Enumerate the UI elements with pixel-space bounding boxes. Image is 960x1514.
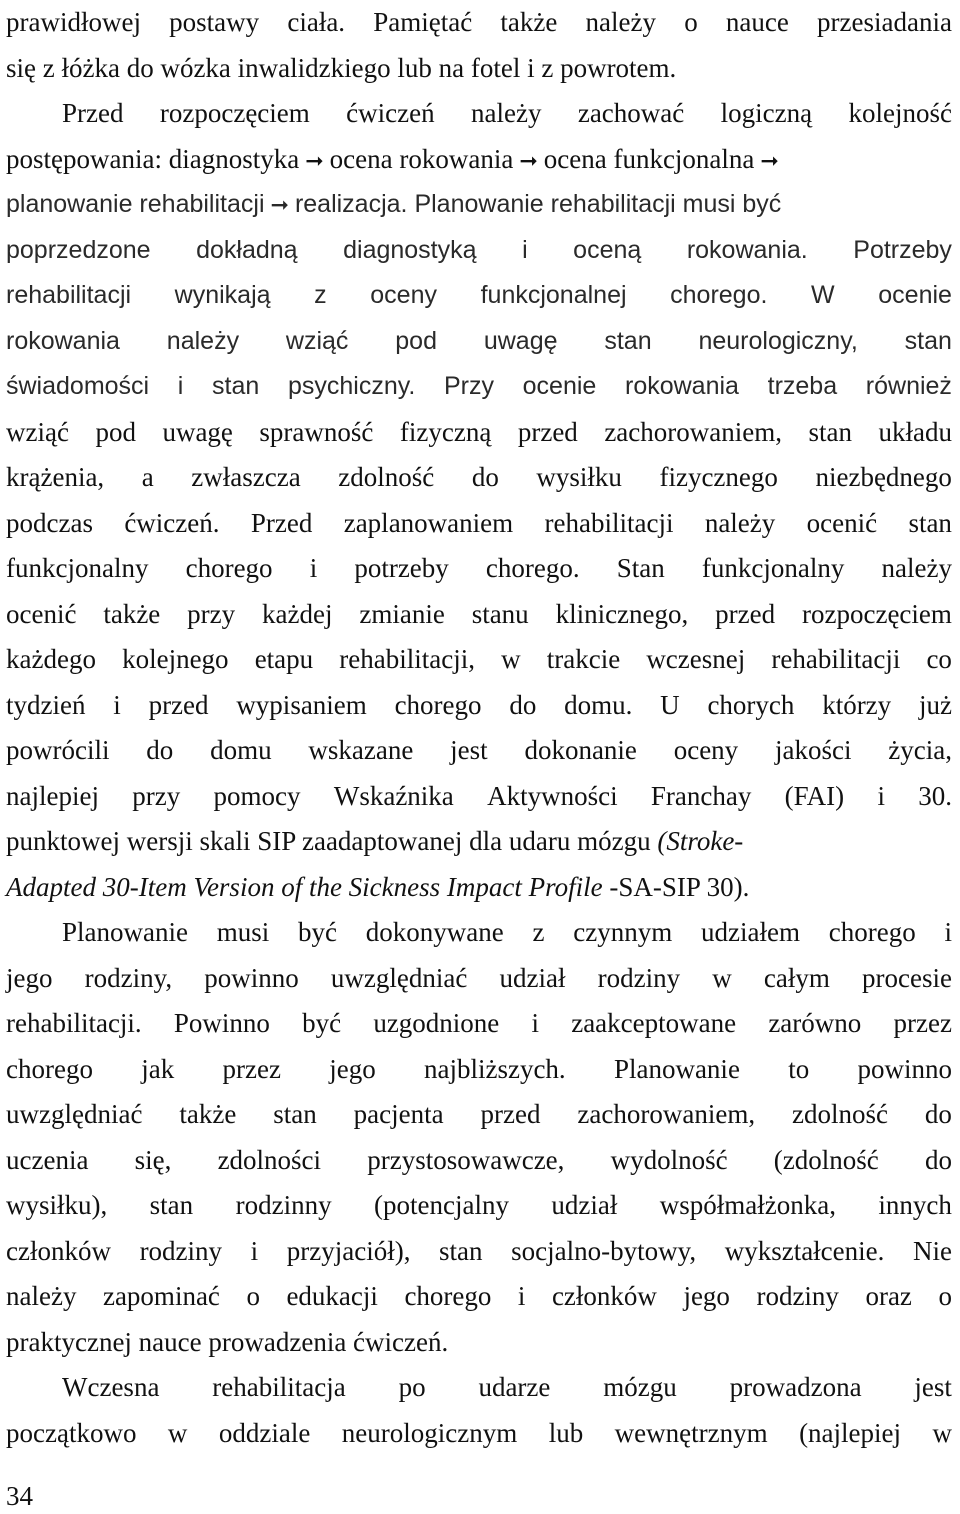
word: wziąć: [285, 326, 349, 355]
text-line: [6, 865, 952, 911]
word: jest: [914, 1372, 952, 1402]
word: Wczesna: [62, 1372, 160, 1402]
word: uwzględniać: [330, 962, 468, 993]
word: się,: [134, 1144, 172, 1175]
word: Aktywności: [487, 780, 618, 811]
word: sprawność: [259, 416, 374, 447]
word: pod: [395, 326, 437, 355]
word: ocenić: [6, 598, 77, 629]
word: w: [932, 1417, 952, 1448]
word: stan: [149, 1190, 194, 1220]
word: należy: [704, 507, 776, 538]
word: nauce: [725, 7, 789, 37]
word: krążenia,: [6, 462, 105, 492]
word: ocenie: [878, 281, 952, 309]
word: wewnętrznym: [614, 1417, 768, 1448]
word: zdolności: [217, 1144, 322, 1175]
italic-text-segment: (Stroke-: [657, 826, 744, 856]
word: rozpoczęciem: [802, 598, 952, 629]
word: wskazane: [308, 735, 414, 765]
text-line: [6, 546, 952, 592]
word: jego: [6, 962, 53, 993]
word: należy: [6, 1281, 77, 1311]
word: należy: [471, 98, 542, 128]
word: wczesnej: [646, 644, 746, 674]
text-line: [6, 1183, 952, 1229]
word: rodziny: [597, 962, 681, 993]
word: Planowanie: [613, 1053, 740, 1084]
word: socjalno-bytowy,: [511, 1235, 697, 1266]
word: stan: [439, 1235, 483, 1266]
word: członków: [6, 1235, 111, 1266]
word: jest: [450, 735, 488, 765]
word: i: [944, 917, 952, 947]
word: przed: [517, 416, 578, 447]
word: chorego: [185, 553, 273, 583]
word: zmianie: [359, 598, 445, 629]
word: i: [250, 1235, 259, 1266]
word: edukacji: [286, 1281, 378, 1311]
word: podczas: [6, 507, 93, 538]
word: ćwiczeń.: [124, 507, 220, 538]
word: do: [924, 1099, 952, 1129]
word: ciała.: [287, 7, 346, 37]
word: przystosowawcze,: [367, 1144, 565, 1175]
word: przez: [222, 1053, 281, 1084]
word: oceny: [673, 735, 739, 765]
text-line: [6, 1274, 952, 1320]
word: pod: [95, 416, 136, 447]
word: chorego: [394, 689, 482, 720]
word: należy: [881, 553, 952, 583]
word: i: [309, 553, 318, 583]
word: rehabilitacji,: [339, 644, 475, 674]
word: również: [865, 372, 952, 400]
text-segment: realizacja.: [294, 190, 408, 218]
word: rodziny: [756, 1281, 839, 1311]
text-line: [6, 455, 952, 501]
word: współmałżonka,: [659, 1190, 836, 1220]
word: pomocy: [213, 780, 301, 811]
word: do: [924, 1144, 952, 1175]
word: ocenie: [522, 372, 597, 400]
word: trzeba: [767, 372, 838, 400]
word: w: [501, 644, 521, 674]
word: po: [398, 1372, 426, 1402]
word: i: [177, 372, 184, 400]
arrow-right-icon: ➞: [760, 148, 779, 174]
word: rodziny,: [84, 962, 173, 993]
word: powinno: [204, 962, 299, 993]
text-segment: Planowanie rehabilitacji musi być: [414, 190, 782, 218]
word: oddziale: [218, 1417, 311, 1448]
word: chorych: [707, 689, 795, 720]
word: z: [314, 281, 327, 309]
word: należy: [166, 326, 240, 355]
word: oraz: [865, 1281, 912, 1311]
page-number: 34: [6, 1481, 33, 1511]
word: (najlepiej: [799, 1417, 902, 1448]
word: prawidłowej: [6, 7, 141, 37]
word: zachorowaniem,: [577, 1099, 756, 1129]
text-line: [6, 956, 952, 1002]
word: udziałem: [701, 917, 800, 947]
word: domu.: [564, 689, 633, 720]
word: wziąć: [6, 416, 69, 447]
text-line: [6, 819, 952, 865]
paragraph-first-line: [6, 91, 952, 137]
word: Franchay: [650, 780, 752, 811]
word: rodziny: [139, 1235, 223, 1266]
word: rehabilitacji.: [6, 1008, 142, 1038]
word: być: [298, 917, 338, 947]
word: stan: [604, 326, 652, 355]
word: trakcie: [546, 644, 621, 674]
arrow-right-icon: ➞: [305, 148, 324, 174]
word: chorego.: [670, 281, 768, 309]
word: dokonywane: [365, 917, 504, 947]
word: wypisaniem: [236, 689, 367, 720]
word: przed: [480, 1099, 541, 1129]
word: 30.: [918, 780, 952, 811]
word: wysiłku: [536, 462, 622, 492]
word: udarze: [478, 1372, 551, 1402]
word: U: [660, 689, 680, 720]
word: o: [938, 1281, 952, 1311]
word: stan: [908, 507, 952, 538]
word: stan: [808, 416, 852, 447]
paragraph-first-line: [6, 1365, 952, 1411]
word: logiczną: [720, 98, 813, 128]
word: mózgu: [603, 1372, 677, 1402]
text-line: [6, 1229, 952, 1275]
word: Powinno: [173, 1008, 270, 1038]
word: rokowania: [6, 326, 120, 355]
document-page: [6, 0, 952, 1456]
word: neurologiczny,: [698, 326, 858, 355]
word: jego: [683, 1281, 730, 1311]
word: należy: [585, 7, 656, 37]
word: wysiłku),: [6, 1190, 108, 1220]
word: jak: [141, 1053, 175, 1084]
text-line: [6, 1092, 952, 1138]
word: zachować: [577, 98, 685, 128]
word: uwagę: [483, 326, 558, 355]
word: a: [141, 462, 154, 492]
text-line: [6, 410, 952, 456]
word: wydolność: [610, 1144, 728, 1175]
text-line: [6, 728, 952, 774]
word: już: [918, 689, 952, 720]
word: jakości: [774, 735, 852, 765]
word: (potencjalny: [374, 1190, 509, 1220]
word: neurologicznym: [341, 1417, 518, 1448]
word: zdolność: [338, 462, 435, 492]
word: zaakceptowane: [571, 1008, 737, 1038]
word: innych: [878, 1190, 952, 1220]
word: postawy: [169, 7, 260, 37]
word: pacjenta: [353, 1099, 444, 1129]
word: oceny: [370, 281, 437, 309]
text-line-with-arrows: [6, 137, 952, 183]
word: zarówno: [768, 1008, 862, 1038]
word: poprzedzone: [6, 235, 151, 264]
word: ćwiczeń: [346, 98, 435, 128]
word: o: [246, 1281, 260, 1311]
word: Planowanie: [62, 917, 188, 947]
text-segment: -SA-SIP 30).: [602, 871, 750, 902]
word: najlepiej: [6, 780, 99, 811]
word: fizycznego: [659, 462, 778, 492]
text-line: [6, 637, 952, 683]
word: do: [471, 462, 499, 492]
word: do: [146, 735, 174, 765]
word: powinno: [857, 1053, 952, 1084]
word: każdego: [6, 644, 96, 674]
text-line: [6, 501, 952, 547]
word: świadomości: [6, 372, 150, 400]
word: czynnym: [573, 917, 673, 947]
text-segment: punktowej wersji skali SIP zaadaptowanej dla udaru mózgu: [6, 826, 651, 856]
word: udział: [551, 1190, 618, 1220]
word: i: [522, 235, 528, 264]
word: życia,: [888, 735, 952, 765]
word: uwzględniać: [6, 1099, 143, 1129]
text-line: [6, 273, 952, 319]
italic-text-segment: Adapted 30-Item Version of the Sickness Impact Profile: [6, 871, 603, 902]
word: z: [532, 917, 545, 947]
word: uczenia: [6, 1144, 89, 1175]
text-line: [6, 1001, 952, 1047]
text-line: [6, 1047, 952, 1093]
word: psychiczny.: [287, 372, 416, 400]
word: także: [500, 7, 558, 37]
word: przed: [148, 689, 209, 720]
word: zwłaszcza: [191, 462, 301, 492]
word: etapu: [254, 644, 314, 674]
word: także: [103, 598, 161, 629]
text-line: [6, 1411, 952, 1457]
word: funkcjonalny: [701, 553, 845, 583]
text-line: [6, 683, 952, 729]
arrow-right-icon: ➞: [519, 148, 538, 174]
word: przy: [187, 598, 236, 629]
word: przesiadania: [817, 7, 952, 37]
word: i: [877, 780, 885, 811]
word: procesie: [862, 962, 952, 993]
word: zaplanowaniem: [343, 507, 514, 538]
word: co: [926, 644, 952, 674]
word: którzy: [822, 689, 892, 720]
text-line: [6, 0, 952, 46]
word: lub: [548, 1417, 584, 1448]
word: W: [811, 281, 835, 309]
word: Przed: [250, 507, 313, 538]
word: zapominać: [102, 1281, 220, 1311]
word: (FAI): [784, 780, 845, 811]
word: chorego: [828, 917, 916, 947]
word: początkowo: [6, 1417, 137, 1448]
word: chorego: [6, 1053, 93, 1084]
arrow-right-icon: ➞: [270, 193, 289, 218]
word: do: [509, 689, 537, 720]
word: chorego: [404, 1281, 492, 1311]
word: fizyczną: [399, 416, 492, 447]
word: ocenić: [806, 507, 878, 538]
word: być: [302, 1008, 342, 1038]
word: kolejność: [848, 98, 952, 128]
word: diagnostyką: [343, 235, 477, 264]
word: także: [179, 1099, 237, 1129]
text-segment: ocena rokowania: [329, 143, 514, 174]
word: (zdolność: [773, 1144, 879, 1175]
paragraph-first-line: [6, 910, 952, 956]
word: dokładną: [196, 235, 298, 264]
word: wynikają: [174, 281, 271, 309]
word: i: [517, 1281, 526, 1311]
word: przed: [715, 598, 776, 629]
word: w: [167, 1417, 188, 1448]
word: niezbędnego: [815, 462, 952, 492]
text-line: [6, 1138, 952, 1184]
text-segment: planowanie rehabilitacji: [6, 190, 265, 218]
word: rehabilitacja: [212, 1372, 346, 1402]
word: rehabilitacji: [771, 644, 901, 674]
word: rehabilitacji: [6, 281, 132, 309]
word: i: [113, 689, 121, 720]
word: udział: [499, 962, 566, 993]
word: funkcjonalnej: [480, 281, 627, 309]
word: stan: [904, 326, 952, 355]
word: rozpoczęciem: [159, 98, 310, 128]
word: potrzeby: [354, 553, 449, 583]
word: dokonanie: [524, 735, 637, 765]
text-line: [6, 774, 952, 820]
word: w: [712, 962, 732, 993]
word: Pamiętać: [373, 7, 473, 37]
word: rehabilitacji: [544, 507, 674, 538]
word: stan: [212, 372, 260, 400]
word: Stan: [616, 553, 665, 583]
word: Potrzeby: [853, 235, 952, 264]
word: rokowania.: [686, 235, 808, 264]
word: domu: [210, 735, 272, 765]
word: jego: [329, 1053, 376, 1084]
word: Przy: [443, 372, 494, 400]
word: o: [684, 7, 698, 37]
text-line-with-arrows: [6, 182, 952, 228]
word: uwagę: [162, 416, 233, 447]
word: zdolność: [792, 1099, 888, 1129]
text-line: [6, 592, 952, 638]
word: powrócili: [6, 735, 110, 765]
text-segment: postępowania: diagnostyka: [6, 143, 300, 174]
word: to: [788, 1053, 810, 1084]
word: Przed: [62, 98, 124, 128]
word: Nie: [912, 1235, 952, 1266]
word: układu: [878, 416, 952, 447]
word: rokowania: [625, 372, 739, 400]
word: musi: [216, 917, 270, 947]
text-line: się z łóżka do wózka inwalidzkiego lub na fotel i z powrotem.: [6, 52, 677, 83]
text-line: [6, 364, 952, 410]
word: klinicznego,: [555, 598, 689, 629]
word: przy: [132, 780, 181, 811]
text-line: [6, 319, 952, 365]
word: uzgodnione: [373, 1008, 500, 1038]
word: oceną: [573, 235, 642, 264]
word: zachorowaniem,: [604, 416, 782, 447]
word: stan: [273, 1099, 317, 1129]
word: stanu: [471, 598, 529, 629]
word: najbliższych.: [423, 1053, 566, 1084]
word: przez: [893, 1008, 952, 1038]
word: chorego.: [485, 553, 580, 583]
word: kolejnego: [122, 644, 229, 674]
word: funkcjonalny: [6, 553, 149, 583]
word: rodzinny: [235, 1190, 332, 1220]
word: wykształcenie.: [724, 1235, 885, 1266]
word: i: [531, 1008, 540, 1038]
word: przyjaciół),: [286, 1235, 411, 1266]
word: każdej: [262, 598, 333, 629]
word: prowadzona: [729, 1372, 862, 1402]
word: tydzień: [6, 689, 86, 720]
word: członków: [551, 1281, 657, 1311]
text-segment: ocena funkcjonalna: [543, 143, 755, 174]
text-line: [6, 228, 952, 274]
text-line: praktycznej nauce prowadzenia ćwiczeń.: [6, 1326, 449, 1357]
word: całym: [763, 962, 830, 993]
word: Wskaźnika: [333, 780, 454, 811]
